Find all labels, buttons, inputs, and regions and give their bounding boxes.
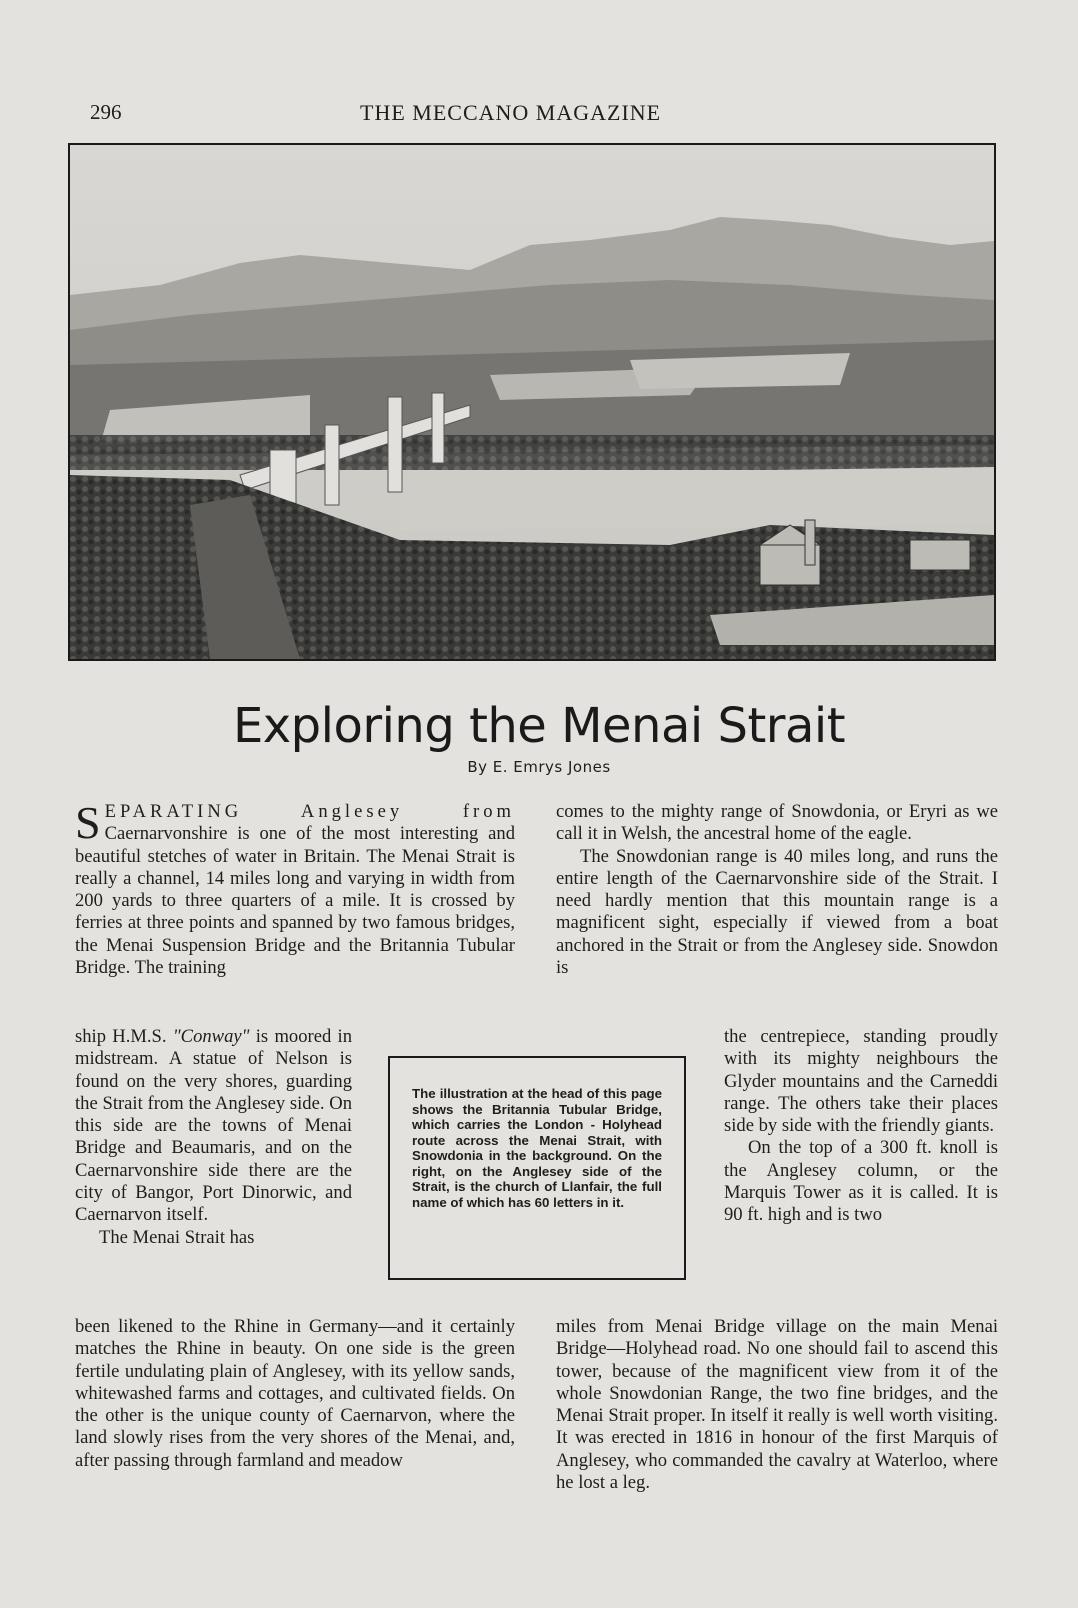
text-span: ship H.M.S. xyxy=(75,1026,173,1047)
bridge-photograph xyxy=(68,143,996,661)
article-byline: By E. Emrys Jones xyxy=(467,758,611,776)
running-head: THE MECCANO MAGAZINE xyxy=(360,100,662,125)
narrow-paragraph-2: The Menai Strait has xyxy=(99,1226,255,1248)
right-paragraph-1: comes to the mighty range of Snowdonia, or Eryri as we call it in Welsh, the ancestral home of the eagle. xyxy=(556,801,998,845)
right-paragraph-2: The Snowdonian range is 40 miles long, and runs the entire length of the Caernarvonshire side of the Strait. I need hardly mention that this mountain range is a magnificent sight, especially if viewed from a boat anchored in the Strait or from the Anglesey side. Snowdon is xyxy=(556,845,998,979)
opening-text: Caernarvonshire is one of the most interesting and beautiful stetches of water in Britain. The Menai Strait is really a channel, 14 miles long and varying in width from 200 yards to three quarters of a mile. It is crossed by ferries at three points and spanned by two famous bridges, the Menai Suspension Bridge and the Britannia Tubular Bridge. The training xyxy=(75,823,515,979)
left-column-bottom xyxy=(75,1316,515,1472)
right-narrow-paragraph-2: On the top of a 300 ft. knoll is the Anglesey column, or the Marquis Tower as it is called. It is 90 ft. high and is two xyxy=(724,1137,998,1226)
opening-words: EPARATING Anglesey from xyxy=(104,801,515,822)
narrow-paragraph-1 xyxy=(75,1026,352,1227)
text-span: is moored in midstream. A statue of Nelson is found on the very shores, guarding the Strait from the Anglesey side. On this side are the towns of Menai Bridge and Beaumaris, and on the Caernarvonshire side there are the city of Bangor, Port Dinorwic, and Caernarvon itself. xyxy=(75,1026,353,1226)
article-title: Exploring the Menai Strait xyxy=(232,698,846,754)
right-column-top xyxy=(556,801,998,979)
page-number: 296 xyxy=(90,100,122,124)
photo-caption-box: The illustration at the head of this page shows the Britannia Tubular Bridge, which carries the London - Holyhead route across the Menai Strait, with Snowdonia in the background. On the right, on the Anglesey side of the Strait, is the church of Llanfair, the full name of which has 60 letters in it. xyxy=(388,1056,686,1280)
right-column-bottom xyxy=(556,1316,998,1494)
ship-name: "Conway" xyxy=(172,1026,250,1047)
left-column-narrow xyxy=(75,1026,352,1249)
left-bottom-paragraph: been likened to the Rhine in Germany—and it certainly matches the Rhine in beauty. On one side is the green fertile undulating plain of Anglesey, with its yellow sands, whitewashed farms and cottages, and cultivated fields. On the other is the unique county of Caernarvon, where the land slowly rises from the very shores of the Menai, and, after passing through farmland and meadow xyxy=(75,1316,515,1471)
opening-paragraph xyxy=(75,797,515,979)
right-narrow-paragraph-1: the centrepiece, standing proudly with its mighty neighbours the Glyder mountains and the Carneddi range. The others take their places side by side with the friendly giants. xyxy=(724,1026,998,1137)
drop-cap: S xyxy=(75,797,101,848)
right-column-narrow xyxy=(724,1026,998,1227)
right-bottom-paragraph: miles from Menai Bridge village on the main Menai Bridge—Holyhead road. No one should fail to ascend this tower, because of the magnificent view from it of the whole Snowdonian Range, the two fine bridges, and the Menai Strait proper. In itself it really is well worth visiting. It was erected in 1816 in honour of the first Marquis of Anglesey, who commanded the cavalry at Waterloo, where he lost a leg. xyxy=(556,1316,998,1494)
left-column-top xyxy=(75,797,515,979)
